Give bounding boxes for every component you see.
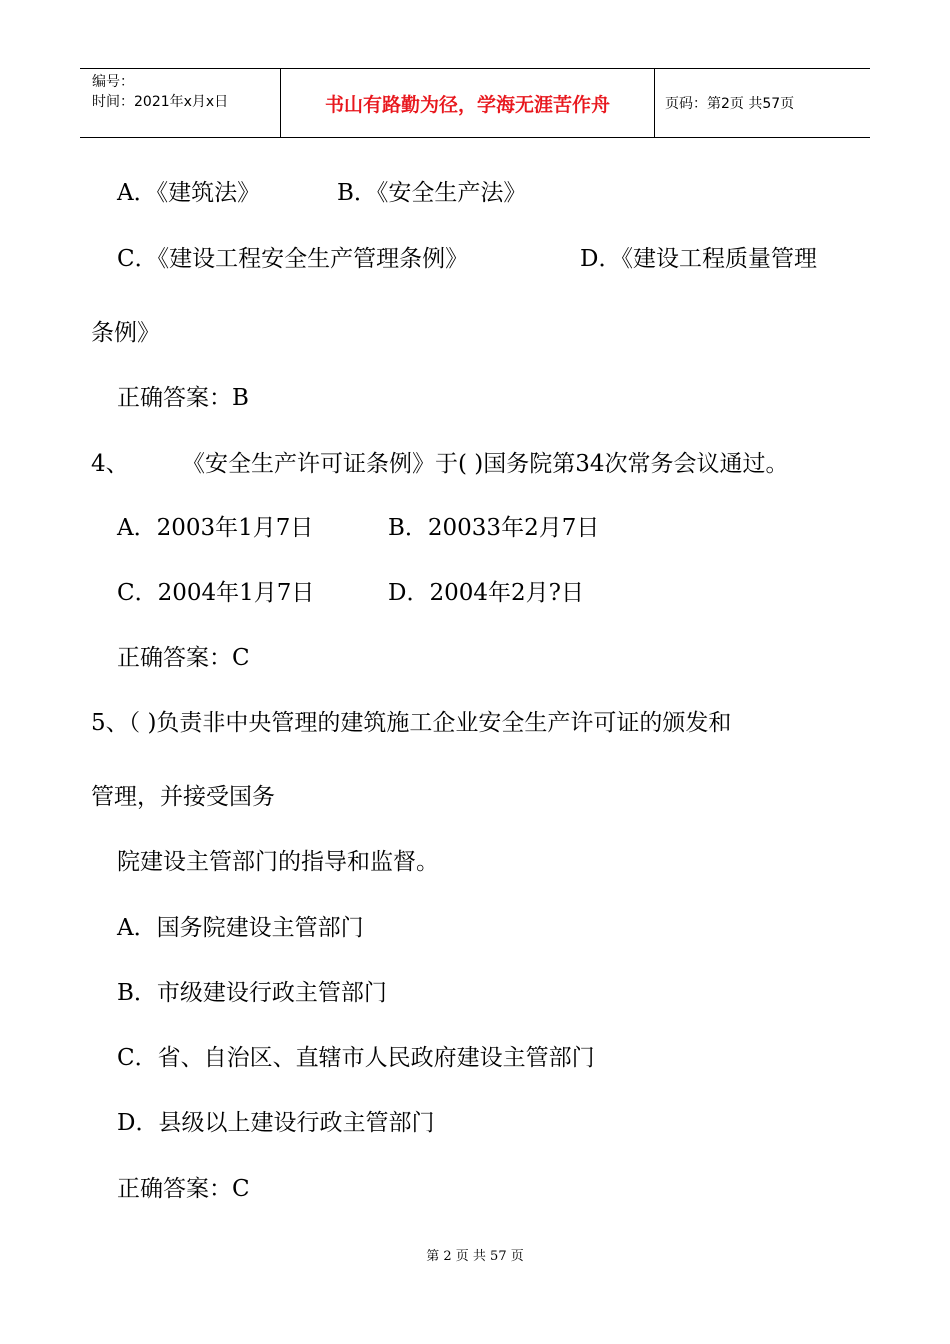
- q3-option-d: D．《建设工程质量管理: [580, 246, 817, 272]
- q3-option-c: C．《建设工程安全生产管理条例》: [117, 246, 469, 272]
- q5-option-c: C．省、自治区、直辖市人民政府建设主管部门: [117, 1045, 595, 1071]
- q5-answer: 正确答案：C: [117, 1176, 250, 1202]
- page-footer: 第 2 页 共 57 页: [426, 1249, 524, 1264]
- q4-number: 4、: [91, 451, 129, 477]
- q5-question-line2: 管理，并接受国务: [91, 784, 275, 810]
- header-meta: [80, 69, 281, 137]
- q4-question: 《安全生产许可证条例》于( )国务院第34次常务会议通过。: [182, 451, 789, 477]
- header-motto-cell: [281, 69, 655, 137]
- q5-question-line1: 5、（ )负责非中央管理的建筑施工企业安全生产许可证的颁发和: [91, 710, 732, 736]
- q5-option-d: D．县级以上建设行政主管部门: [117, 1110, 435, 1136]
- page-header: [80, 68, 870, 138]
- q5-question-line3: 院建设主管部门的指导和监督。: [117, 849, 439, 875]
- header-page-info: 页码：第2页 共57页: [665, 96, 795, 112]
- q4-option-b: B．20033年2月7日: [388, 515, 600, 541]
- number-label: 编号：: [92, 74, 134, 90]
- time-label: 时间：2021年x月x日: [92, 94, 229, 110]
- q5-option-b: B．市级建设行政主管部门: [117, 980, 387, 1006]
- q3-option-b: B．《安全生产法》: [337, 180, 527, 206]
- q4-option-c: C．2004年1月7日: [117, 580, 315, 606]
- q4-answer: 正确答案：C: [117, 645, 250, 671]
- header-motto: 书山有路勤为径，学海无涯苦作舟: [324, 93, 610, 116]
- q5-option-a: A．国务院建设主管部门: [117, 915, 364, 941]
- q4-option-a: A．2003年1月7日: [117, 515, 314, 541]
- q3-answer: 正确答案：B: [117, 385, 249, 411]
- q3-option-a: A．《建筑法》: [117, 180, 261, 206]
- q3-option-d-cont: 条例》: [91, 320, 160, 346]
- q4-option-d: D．2004年2月?日: [388, 580, 584, 606]
